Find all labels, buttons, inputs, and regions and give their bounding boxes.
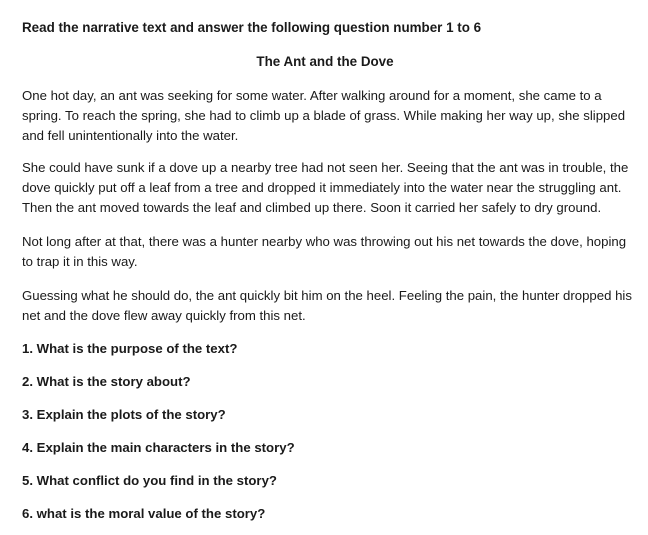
question-2: 2. What is the story about? (22, 374, 191, 389)
story-paragraph-2: She could have sunk if a dove up a nearby tree had not seen her. Seeing that the ant was in trouble, the dove quickly put off a leaf from a tree and dropped it immediately into the water near the struggling ant. Then the ant moved towards the leaf and climbed up there. Soon it carried her safely to dry ground. (22, 160, 629, 215)
question-6: 6. what is the moral value of the story? (22, 506, 266, 521)
story-paragraph-4: Guessing what he should do, the ant quickly bit him on the heel. Feeling the pain, the hunter dropped his net and the dove flew away quickly from this net. (22, 288, 632, 323)
instruction-heading: Read the narrative text and answer the following question number 1 to 6 (22, 20, 482, 35)
question-1: 1. What is the purpose of the text? (22, 341, 238, 356)
question-3: 3. Explain the plots of the story? (22, 407, 226, 422)
story-paragraph-1: One hot day, an ant was seeking for some water. After walking around for a moment, she came to a spring. To reach the spring, she had to climb up a blade of grass. While making her way up, she slipped and fell unintentionally into the water. (22, 88, 626, 143)
question-5: 5. What conflict do you find in the story? (22, 473, 277, 488)
story-paragraph-3: Not long after at that, there was a hunter nearby who was throwing out his net towards the dove, hoping to trap it in this way. (22, 234, 627, 269)
question-4: 4. Explain the main characters in the story? (22, 440, 295, 455)
story-title: The Ant and the Dove (256, 54, 394, 69)
